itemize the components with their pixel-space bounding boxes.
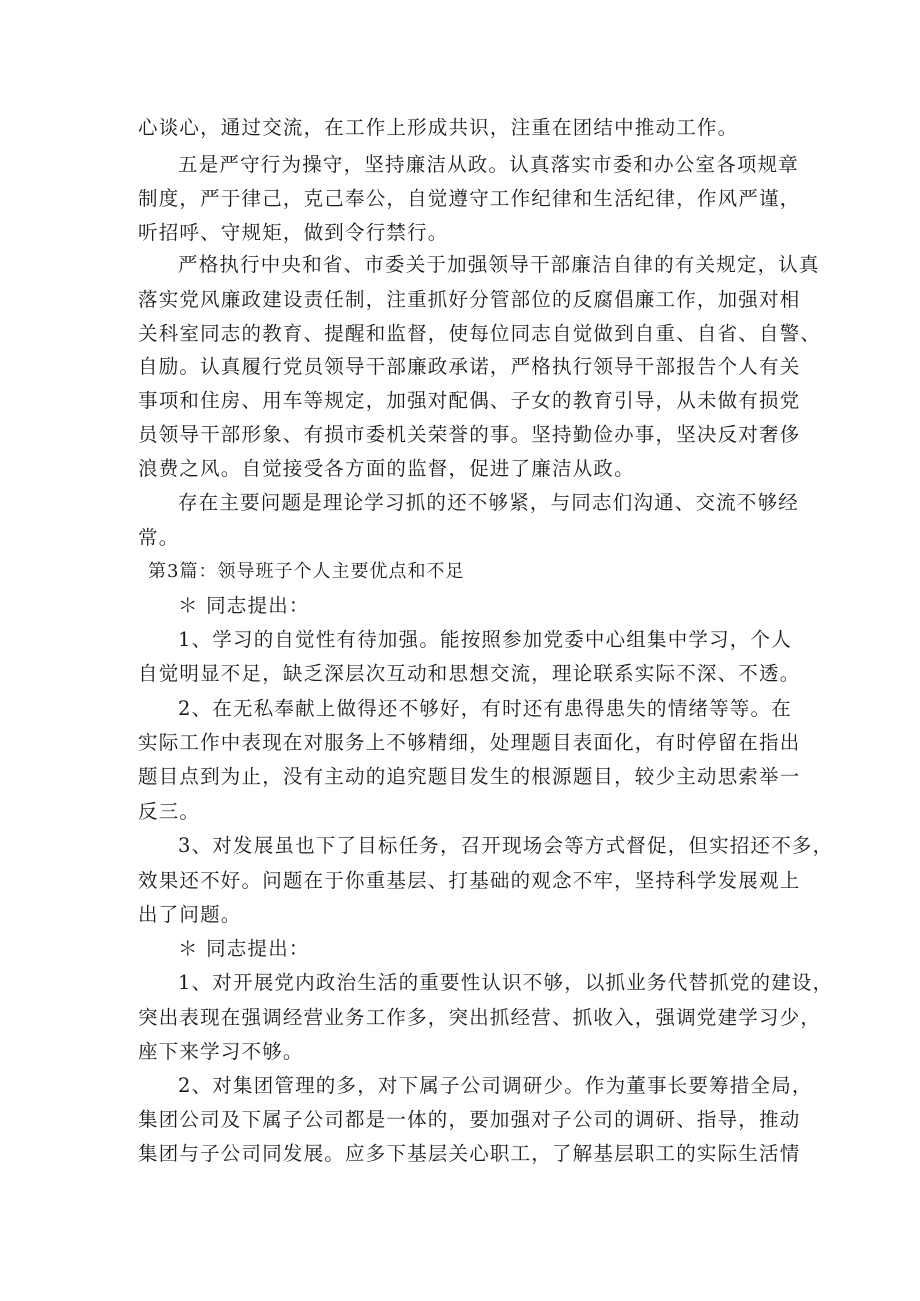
text-line: 3、对发展虽也下了目标任务，召开现场会等方式督促，但实招还不多， [178, 834, 834, 857]
text-line: 严格执行中央和省、市委关于加强领导干部廉洁自律的有关规定，认真 [178, 253, 820, 276]
text-line: 突出表现在强调经营业务工作多，突出抓经营、抓收入，强调党建学习少， [138, 1006, 822, 1029]
text-line: 制度，严于律己，克己奉公，自觉遵守工作纪律和生活纪律，作风严谨， [138, 187, 801, 210]
text-line: 1、学习的自觉性有待加强。能按照参加党委中心组集中学习，个人 [178, 628, 792, 651]
text-line: 2、对集团管理的多，对下属子公司调研少。作为董事长要筹措全局， [178, 1074, 813, 1097]
text-line: 听招呼、守规矩，做到令行禁行。 [138, 221, 449, 244]
text-line: 出了问题。 [138, 903, 242, 926]
text-line: 常。 [138, 526, 180, 549]
text-line: 心谈心，通过交流，在工作上形成共识，注重在团结中推动工作。 [138, 116, 739, 139]
text-line: 五是严守行为操守，坚持廉洁从政。认真落实市委和办公室各项规章 [178, 153, 800, 176]
text-line: 自励。认真履行党员领导干部廉政承诺，严格执行领导干部报告个人有关 [138, 355, 801, 378]
text-line: ＊ 同志提出： [178, 594, 310, 617]
text-line: 集团与子公司同发展。应多下基层关心职工，了解基层职工的实际生活情 [138, 1142, 801, 1165]
text-line: 关科室同志的教育、提醒和监督，使每位同志自觉做到自重、自省、自警、 [138, 322, 822, 345]
text-line: 座下来学习不够。 [138, 1040, 304, 1063]
text-line: 落实党风廉政建设责任制，注重抓好分管部位的反腐倡廉工作，加强对相 [138, 288, 801, 311]
text-line: 事项和住房、用车等规定，加强对配偶、子女的教育引导，从未做有损党 [138, 389, 801, 412]
text-line: 自觉明显不足，缺乏深层次互动和思想交流，理论联系实际不深、不透。 [138, 662, 801, 685]
text-line: 集团公司及下属子公司都是一体的，要加强对子公司的调研、指导，推动 [138, 1108, 801, 1131]
text-line: 员领导干部形象、有损市委机关荣誉的事。坚持勤俭办事，坚决反对奢侈 [138, 423, 801, 446]
text-line: 题目点到为止，没有主动的追究题目发生的根源题目，较少主动思索举一 [138, 765, 801, 788]
text-line: ＊ 同志提出： [178, 937, 310, 960]
text-line: 浪费之风。自觉接受各方面的监督，促进了廉洁从政。 [138, 457, 635, 480]
text-line: 2、在无私奉献上做得还不够好，有时还有患得患失的情绪等等。在 [178, 697, 792, 720]
text-line: 存在主要问题是理论学习抓的还不够紧，与同志们沟通、交流不够经 [178, 491, 800, 514]
text-line: 反三。 [138, 800, 201, 823]
section-heading: 第3篇：领导班子个人主要优点和不足 [148, 561, 465, 582]
text-line: 效果还不好。问题在于你重基层、打基础的观念不牢，坚持科学发展观上 [138, 869, 801, 892]
text-line: 1、对开展党内政治生活的重要性认识不够，以抓业务代替抓党的建设， [178, 971, 834, 994]
text-line: 实际工作中表现在对服务上不够精细，处理题目表面化，有时停留在指出 [138, 731, 801, 754]
